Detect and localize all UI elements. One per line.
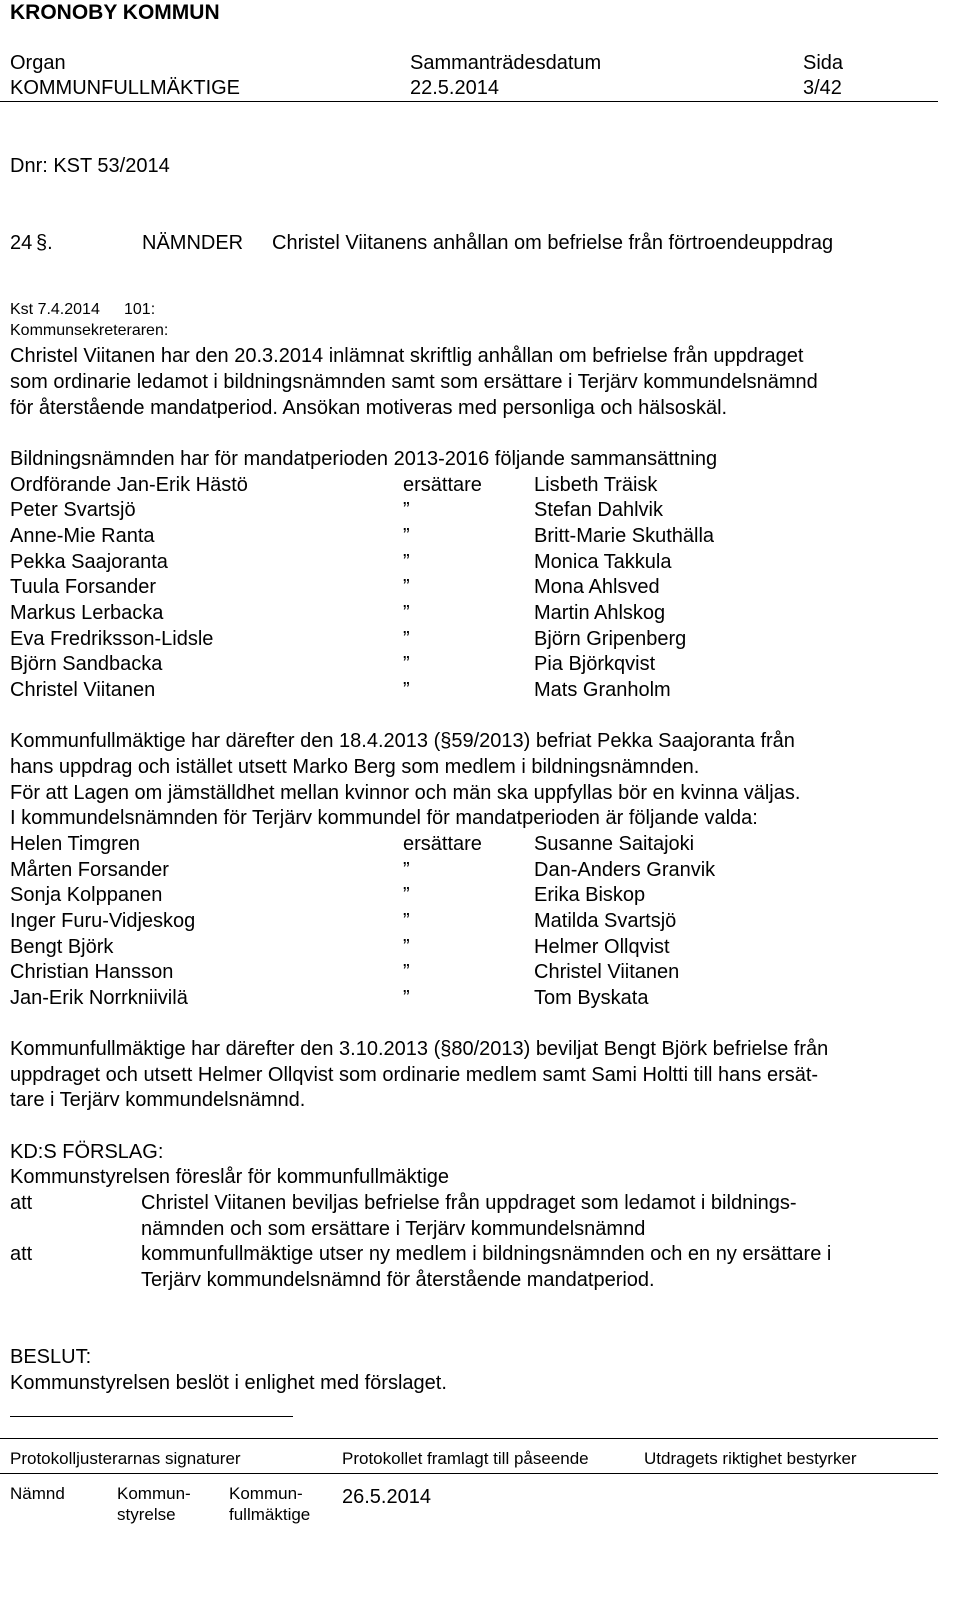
proposal-intro: Kommunstyrelsen föreslår för kommunfullmäktige [10,1166,450,1188]
substitute-name: Christel Viitanen [534,961,680,983]
municipality-name: KRONOBY KOMMUN [10,1,220,24]
ditto-mark: ” [403,987,410,1009]
header-divider [0,101,938,102]
proposal-item-line: Terjärv kommundelsnämnd för återstående mandatperiod. [141,1269,655,1291]
signature-rule [10,1416,293,1417]
sig-kommunstyrelse-label: Kommun- [117,1484,191,1503]
substitute-name: Susanne Saitajoki [534,833,695,855]
proposal-item-line: kommunfullmäktige utser ny medlem i bildningsnämnden och en ny ersättare i [141,1243,832,1265]
substitute-name: Björn Gripenberg [534,628,687,650]
ditto-mark: ” [403,576,410,598]
ditto-mark: ” [403,602,410,624]
kf-decision-1-line: hans uppdrag och istället utsett Marko Berg som medlem i bildningsnämnden. [10,756,700,778]
footer-posted-title: Protokollet framlagt till påseende [342,1449,589,1468]
page-label: Sida [803,52,844,74]
ditto-mark: ” [403,936,410,958]
posted-date: 26.5.2014 [342,1486,431,1508]
footer-mid-divider [0,1473,938,1474]
substitute-mark: ersättare [403,474,482,496]
member-name: Christel Viitanen [10,679,156,701]
section-sign: §. [36,232,53,254]
footer-signatures-title: Protokolljusterarnas signaturer [10,1449,241,1468]
preparer-label: Kommunsekreteraren: [10,322,169,339]
intro-line: Christel Viitanen har den 20.3.2014 inlämnat skriftlig anhållan om befrielse från uppdraget [10,345,804,367]
member-name: Björn Sandbacka [10,653,163,675]
diary-number: Dnr: KST 53/2014 [10,155,170,177]
footer-certified-title: Utdragets riktighet bestyrker [644,1449,857,1468]
ditto-mark: ” [403,859,410,881]
member-name: Helen Timgren [10,833,141,855]
substitute-name: Stefan Dahlvik [534,499,663,521]
substitute-name: Mats Granholm [534,679,671,701]
footer-top-divider [0,1438,938,1439]
substitute-name: Tom Byskata [534,987,649,1009]
organ-value: KOMMUNFULLMÄKTIGE [10,77,241,99]
substitute-name: Monica Takkula [534,551,672,573]
ditto-mark: ” [403,679,410,701]
member-name: Ordförande Jan-Erik Hästö [10,474,248,496]
proposal-heading: KD:S FÖRSLAG: [10,1141,164,1163]
substitute-name: Dan-Anders Granvik [534,859,716,881]
substitute-mark: ersättare [403,833,482,855]
ditto-mark: ” [403,884,410,906]
ditto-mark: ” [403,628,410,650]
substitute-name: Mona Ahlsved [534,576,660,598]
date-label: Sammanträdesdatum [410,52,602,74]
kf-decision-1-line: Kommunfullmäktige har därefter den 18.4.2013 (§59/2013) befriat Pekka Saajoranta från [10,730,795,752]
member-name: Mårten Forsander [10,859,169,881]
kst-date: Kst 7.4.2014 [10,301,100,318]
organ-label: Organ [10,52,66,74]
ditto-mark: ” [403,499,410,521]
substitute-name: Britt-Marie Skuthälla [534,525,715,547]
proposal-item-line: Christel Viitanen beviljas befrielse från uppdraget som ledamot i bildnings- [141,1192,797,1214]
intro-line: som ordinarie ledamot i bildningsnämnden samt som ersättare i Terjärv kommundelsnämnd [10,371,818,393]
member-name: Jan-Erik Norrkniivilä [10,987,188,1009]
sig-kommunfullmaktige-label-cont: fullmäktige [229,1505,311,1524]
bildning-intro: Bildningsnämnden har för mandatperioden 2013-2016 följande sammansättning [10,448,718,470]
substitute-name: Pia Björkqvist [534,653,656,675]
proposal-marker: att [10,1243,33,1265]
member-name: Peter Svartsjö [10,499,136,521]
kf-decision-2-line: tare i Terjärv kommundelsnämnd. [10,1089,306,1111]
substitute-name: Helmer Ollqvist [534,936,670,958]
member-name: Eva Fredriksson-Lidsle [10,628,214,650]
kf-decision-2-line: Kommunfullmäktige har därefter den 3.10.2013 (§80/2013) beviljat Bengt Björk befrielse från [10,1038,829,1060]
substitute-name: Erika Biskop [534,884,646,906]
substitute-name: Matilda Svartsjö [534,910,677,932]
equality-note: För att Lagen om jämställdhet mellan kvinnor och män ska uppfyllas bör en kvinna väljas. [10,782,801,804]
member-name: Markus Lerbacka [10,602,164,624]
member-name: Sonja Kolppanen [10,884,163,906]
member-name: Anne-Mie Ranta [10,525,155,547]
member-name: Pekka Saajoranta [10,551,168,573]
ditto-mark: ” [403,910,410,932]
section-category: NÄMNDER [142,232,244,254]
member-name: Christian Hansson [10,961,174,983]
ditto-mark: ” [403,525,410,547]
kf-decision-2-line: uppdraget och utsett Helmer Ollqvist som ordinarie medlem samt Sami Holtti till hans ersät- [10,1064,819,1086]
sig-kommunstyrelse-label-cont: styrelse [117,1505,176,1524]
decision-heading: BESLUT: [10,1346,92,1368]
ditto-mark: ” [403,551,410,573]
substitute-name: Martin Ahlskog [534,602,666,624]
sig-nämnd-label: Nämnd [10,1484,65,1503]
intro-line: för återstående mandatperiod. Ansökan motiveras med personliga och hälsoskäl. [10,397,728,419]
member-name: Tuula Forsander [10,576,156,598]
sig-kommunfullmaktige-label: Kommun- [229,1484,303,1503]
section-number: 24 [10,232,33,254]
member-name: Inger Furu-Vidjeskog [10,910,196,932]
ditto-mark: ” [403,961,410,983]
kommundel-intro: I kommundelsnämnden för Terjärv kommundel för mandatperioden är följande valda: [10,807,758,829]
kst-ref: 101: [124,301,156,318]
section-title: Christel Viitanens anhållan om befrielse från förtroendeuppdrag [272,232,834,254]
proposal-marker: att [10,1192,33,1214]
proposal-item-line: nämnden och som ersättare i Terjärv kommundelsnämnd [141,1218,646,1240]
substitute-name: Lisbeth Träisk [534,474,658,496]
member-name: Bengt Björk [10,936,114,958]
date-value: 22.5.2014 [410,77,499,99]
decision-text: Kommunstyrelsen beslöt i enlighet med förslaget. [10,1372,447,1394]
page-value: 3/42 [803,77,842,99]
ditto-mark: ” [403,653,410,675]
